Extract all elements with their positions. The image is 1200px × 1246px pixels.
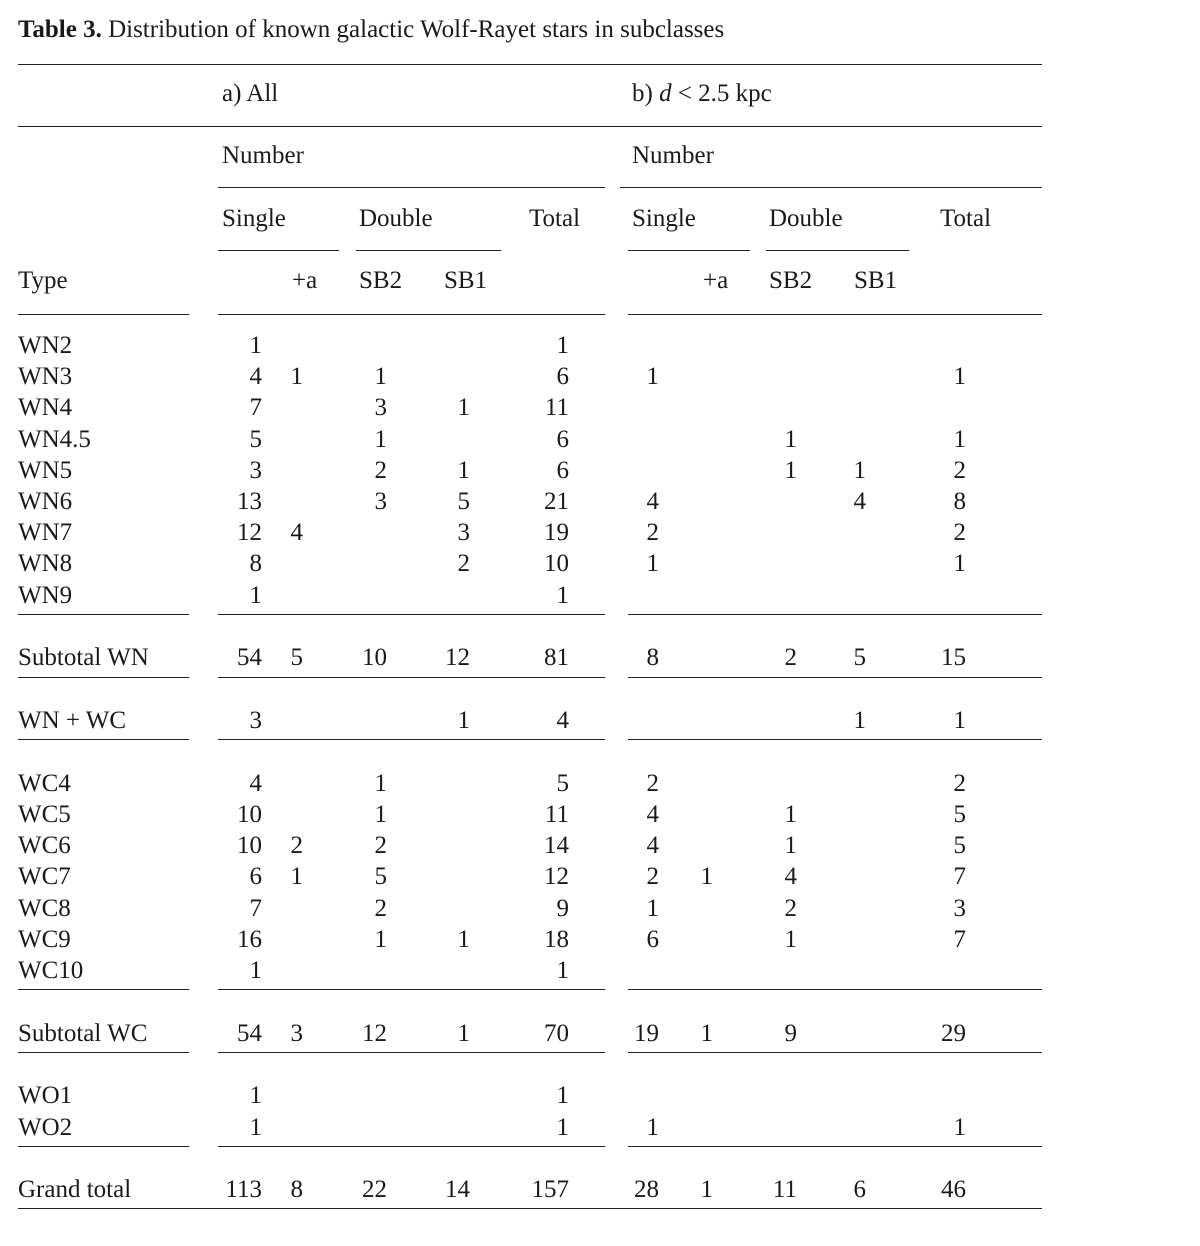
cell-total-b: 2 (953, 769, 966, 797)
cell-total-a: 19 (544, 519, 569, 547)
cell-total-b: 1 (953, 363, 966, 391)
number-b-rule (620, 187, 1042, 188)
type-header: Type (18, 267, 68, 294)
cell-plus-a-b: 1 (700, 1019, 713, 1047)
cell-total-b: 2 (953, 456, 966, 484)
double-b-header: Double (769, 205, 843, 232)
single-b-rule (628, 250, 750, 251)
cell-single-b: 4 (646, 832, 659, 860)
cell-sb2-a: 10 (362, 644, 387, 672)
cell-sb1-b: 5 (853, 644, 866, 672)
cell-single-b: 28 (634, 1176, 659, 1204)
cell-single-b: 1 (646, 1113, 659, 1141)
group-rule (218, 989, 605, 990)
row-label: WO1 (18, 1082, 73, 1110)
cell-total-a: 10 (544, 550, 569, 578)
cell-total-a: 11 (544, 394, 569, 422)
cell-sb1-b: 1 (853, 456, 866, 484)
cell-single-a: 1 (249, 1082, 262, 1110)
double-a-rule (356, 250, 501, 251)
cell-single-a: 10 (237, 832, 262, 860)
group-rule (18, 614, 189, 615)
cell-sb2-a: 2 (374, 456, 387, 484)
cell-sb2-a: 3 (374, 488, 387, 515)
cell-single-a: 4 (249, 363, 262, 391)
cell-sb2-b: 1 (784, 456, 797, 484)
row-label: WN4 (18, 394, 73, 422)
group-rule (18, 1146, 189, 1147)
cell-sb2-a: 5 (374, 863, 387, 891)
cell-sb1-a: 5 (457, 488, 470, 515)
single-a-rule (218, 250, 339, 251)
cell-total-b: 8 (953, 488, 966, 515)
type-rule (18, 314, 189, 315)
cell-single-a: 16 (237, 925, 262, 953)
row-label: WC10 (18, 956, 84, 984)
group-rule (18, 677, 189, 678)
cell-sb2-a: 2 (374, 894, 387, 922)
cell-total-a: 5 (556, 769, 569, 797)
cell-sb2-b: 1 (784, 800, 797, 828)
cell-single-b: 8 (646, 644, 659, 672)
cell-sb1-a: 1 (457, 456, 470, 484)
cell-single-a: 5 (249, 425, 262, 453)
group-rule (18, 989, 189, 990)
cell-sb1-b: 6 (853, 1176, 866, 1204)
cell-total-a: 12 (544, 863, 569, 891)
sb2-b-header: SB2 (769, 267, 813, 294)
row-label: WC5 (18, 800, 71, 828)
top-rule (18, 64, 1042, 65)
cell-single-b: 2 (646, 863, 659, 891)
row-label: WC6 (18, 832, 71, 860)
cell-single-b: 6 (646, 925, 659, 953)
cell-single-b: 1 (646, 894, 659, 922)
cell-single-a: 7 (249, 894, 262, 922)
group-rule (628, 677, 1042, 678)
cell-total-a: 157 (531, 1176, 569, 1204)
cell-sb2-b: 1 (784, 925, 797, 953)
group-rule (218, 1052, 605, 1053)
cell-sb1-a: 12 (445, 644, 470, 672)
cell-sb2-a: 12 (362, 1019, 387, 1047)
cell-total-a: 81 (544, 644, 569, 672)
row-label: WC7 (18, 863, 71, 891)
cell-sb1-a: 1 (457, 1019, 470, 1047)
cell-total-a: 1 (556, 956, 569, 984)
cell-single-a: 10 (237, 800, 262, 828)
cell-single-a: 1 (249, 581, 262, 609)
bottom-rule (18, 1208, 1042, 1209)
sb2-a-header: SB2 (359, 267, 403, 294)
cell-single-a: 54 (237, 644, 262, 672)
group-rule (218, 677, 605, 678)
cell-single-a: 113 (225, 1176, 262, 1204)
section-rule (18, 126, 1042, 127)
cell-sb2-a: 1 (374, 800, 387, 828)
section-b-label: b) d < 2.5 kpc (632, 80, 772, 107)
single-a-header: Single (222, 205, 286, 232)
row-label: WN6 (18, 488, 73, 515)
cell-sb2-a: 1 (374, 425, 387, 453)
row-label: Subtotal WC (18, 1019, 148, 1047)
number-a-rule (218, 187, 605, 188)
table-title: Distribution of known galactic Wolf-Rayet stars in subclasses (108, 16, 725, 43)
cell-total-a: 1 (556, 1082, 569, 1110)
cell-sb2-a: 2 (374, 832, 387, 860)
cell-sb2-a: 3 (374, 394, 387, 422)
cell-plus-a-a: 8 (290, 1176, 303, 1204)
cell-total-a: 1 (556, 332, 569, 359)
double-b-rule (766, 250, 909, 251)
row-label: WC4 (18, 769, 71, 797)
row-label: WN9 (18, 581, 73, 609)
row-label: WN2 (18, 332, 73, 359)
cell-plus-a-a: 5 (290, 644, 303, 672)
cell-single-a: 8 (249, 550, 262, 578)
number-b-header: Number (632, 142, 714, 169)
cell-total-a: 1 (556, 581, 569, 609)
cell-sb1-a: 2 (457, 550, 470, 578)
cell-single-a: 12 (237, 519, 262, 547)
cell-total-a: 6 (556, 456, 569, 484)
cell-total-a: 11 (544, 800, 569, 828)
cell-total-b: 29 (941, 1019, 966, 1047)
cell-sb2-b: 1 (784, 832, 797, 860)
cell-sb2-a: 22 (362, 1176, 387, 1204)
section-a-label: a) All (222, 80, 279, 107)
cell-single-a: 13 (237, 488, 262, 515)
group-rule (628, 989, 1042, 990)
cell-sb2-b: 9 (784, 1019, 797, 1047)
head-a-rule (218, 314, 605, 315)
cell-single-b: 1 (646, 363, 659, 391)
cell-total-a: 70 (544, 1019, 569, 1047)
group-rule (628, 1052, 1042, 1053)
cell-single-a: 7 (249, 394, 262, 422)
group-rule (218, 1146, 605, 1147)
cell-sb1-a: 3 (457, 519, 470, 547)
total-a-header: Total (529, 205, 581, 232)
cell-sb1-b: 1 (853, 707, 866, 734)
cell-total-b: 1 (953, 550, 966, 578)
group-rule (628, 739, 1042, 740)
cell-plus-a-b: 1 (700, 1176, 713, 1204)
cell-total-a: 6 (556, 425, 569, 453)
cell-single-b: 2 (646, 769, 659, 797)
single-b-header: Single (632, 205, 696, 232)
cell-sb2-a: 1 (374, 769, 387, 797)
table-caption (18, 14, 724, 46)
cell-sb1-a: 1 (457, 394, 470, 422)
row-label: WN7 (18, 519, 73, 547)
plus-a-a-header: +a (292, 267, 318, 294)
cell-sb1-a: 14 (445, 1176, 470, 1204)
cell-single-a: 1 (249, 332, 262, 359)
cell-sb2-b: 2 (784, 644, 797, 672)
row-label: WN + WC (18, 707, 127, 734)
cell-sb1-a: 1 (457, 925, 470, 953)
total-b-header: Total (940, 205, 992, 232)
cell-total-a: 14 (544, 832, 569, 860)
cell-total-b: 1 (953, 425, 966, 453)
cell-plus-a-a: 3 (290, 1019, 303, 1047)
group-rule (218, 739, 605, 740)
cell-single-b: 1 (646, 550, 659, 578)
row-label: WN4.5 (18, 425, 91, 453)
cell-plus-a-b: 1 (700, 863, 713, 891)
cell-plus-a-a: 4 (290, 519, 303, 547)
sb1-b-header: SB1 (854, 267, 898, 294)
cell-total-b: 46 (941, 1176, 966, 1204)
sb1-a-header: SB1 (444, 267, 488, 294)
cell-total-a: 6 (556, 363, 569, 391)
cell-single-a: 1 (249, 1113, 262, 1141)
row-label: Subtotal WN (18, 644, 149, 672)
cell-sb2-b: 1 (784, 425, 797, 453)
cell-sb2-a: 1 (374, 925, 387, 953)
row-label: WN3 (18, 363, 73, 391)
cell-single-a: 1 (249, 956, 262, 984)
cell-total-b: 1 (953, 1113, 966, 1141)
row-label: WC9 (18, 925, 71, 953)
cell-plus-a-a: 2 (290, 832, 303, 860)
cell-single-b: 4 (646, 488, 659, 515)
cell-total-b: 1 (953, 707, 966, 734)
cell-total-a: 9 (556, 894, 569, 922)
cell-sb2-b: 2 (784, 894, 797, 922)
cell-single-a: 3 (249, 456, 262, 484)
cell-single-b: 2 (646, 519, 659, 547)
cell-sb1-a: 1 (457, 707, 470, 734)
cell-total-a: 18 (544, 925, 569, 953)
cell-single-a: 6 (249, 863, 262, 891)
cell-total-b: 3 (953, 894, 966, 922)
cell-total-a: 1 (556, 1113, 569, 1141)
cell-single-b: 19 (634, 1019, 659, 1047)
cell-plus-a-a: 1 (290, 363, 303, 391)
group-rule (18, 1052, 189, 1053)
cell-total-b: 5 (953, 832, 966, 860)
cell-total-a: 21 (544, 488, 569, 515)
row-label: WN5 (18, 456, 73, 484)
row-label: WC8 (18, 894, 71, 922)
row-label: WO2 (18, 1113, 73, 1141)
cell-sb2-a: 1 (374, 363, 387, 391)
cell-total-b: 7 (953, 925, 966, 953)
group-rule (218, 614, 605, 615)
cell-sb2-b: 4 (784, 863, 797, 891)
plus-a-b-header: +a (703, 267, 729, 294)
row-label: WN8 (18, 550, 73, 578)
table-label: Table 3. (18, 16, 102, 43)
cell-plus-a-a: 1 (290, 863, 303, 891)
cell-single-a: 54 (237, 1019, 262, 1047)
row-label: Grand total (18, 1176, 132, 1204)
cell-single-b: 4 (646, 800, 659, 828)
group-rule (18, 739, 189, 740)
cell-total-b: 5 (953, 800, 966, 828)
head-b-rule (628, 314, 1042, 315)
group-rule (628, 1146, 1042, 1147)
cell-single-a: 3 (249, 707, 262, 734)
cell-sb1-b: 4 (853, 488, 866, 515)
cell-total-b: 7 (953, 863, 966, 891)
cell-total-a: 4 (556, 707, 569, 734)
double-a-header: Double (359, 205, 433, 232)
cell-total-b: 2 (953, 519, 966, 547)
cell-sb2-b: 11 (772, 1176, 797, 1204)
group-rule (628, 614, 1042, 615)
cell-single-a: 4 (249, 769, 262, 797)
cell-total-b: 15 (941, 644, 966, 672)
number-a-header: Number (222, 142, 304, 169)
